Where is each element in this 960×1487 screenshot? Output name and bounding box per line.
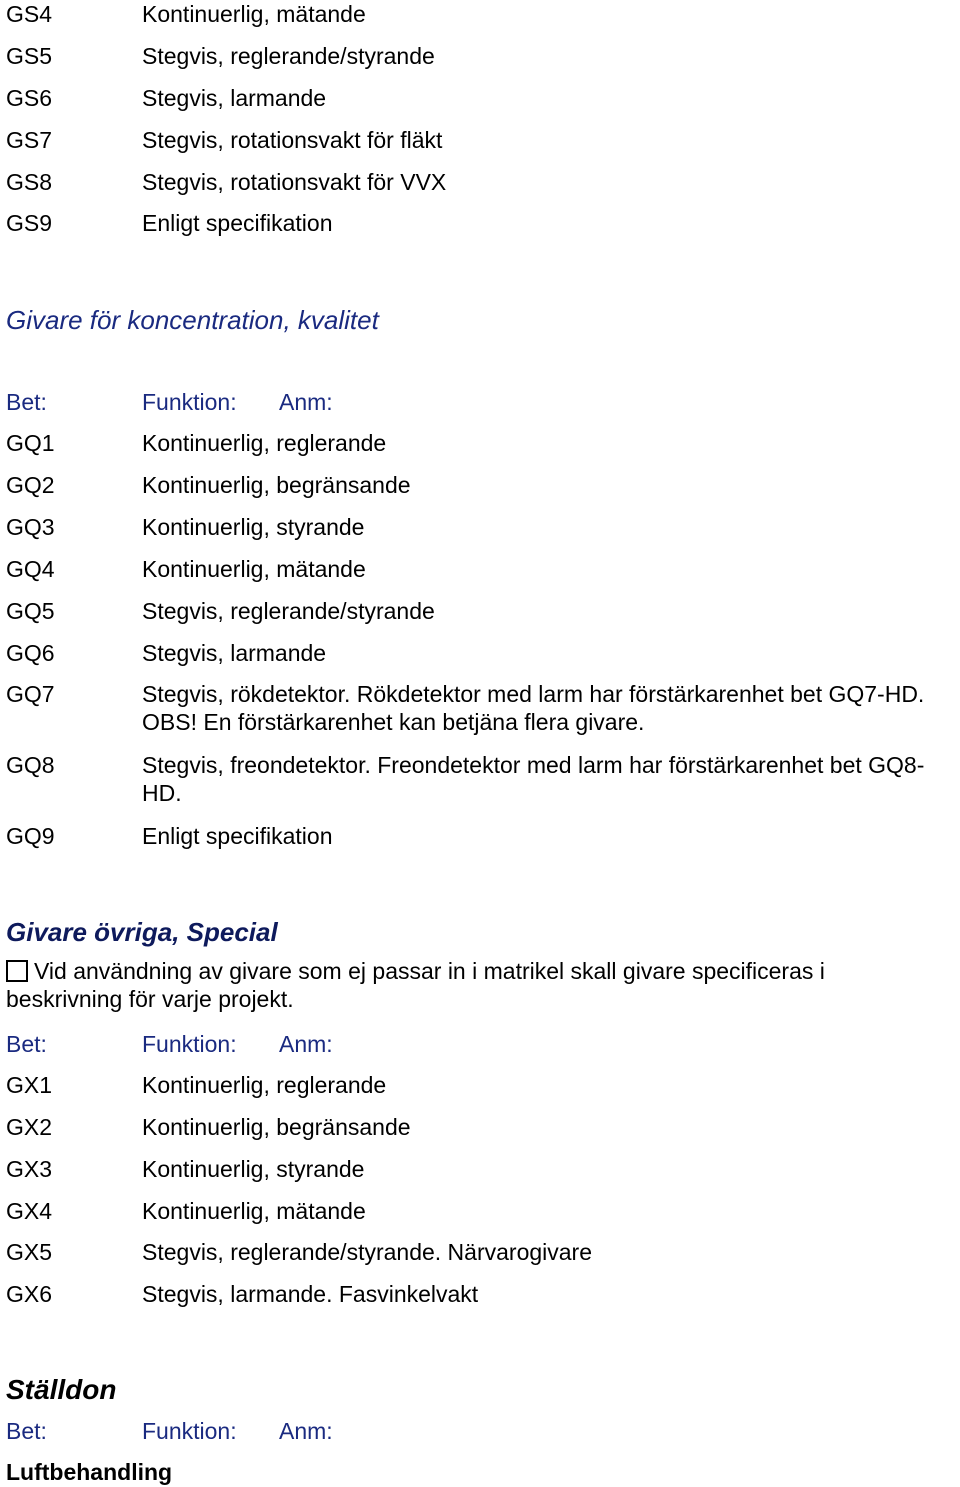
- bet-code: GX1: [6, 1072, 53, 1098]
- bet-code: GQ4: [6, 556, 55, 582]
- note-label: Vid användning av givare som ej passar in i matrikel skall givare specificeras i beskrivning för varje projekt.: [6, 958, 825, 1012]
- table-row: [6, 639, 960, 667]
- section-title-gx: Givare övriga, Special: [6, 917, 278, 947]
- bet-code: GQ7: [6, 681, 55, 707]
- table-row: [6, 555, 960, 583]
- table-row: [6, 0, 960, 28]
- table-row: [6, 1155, 960, 1183]
- column-header: [6, 1030, 960, 1058]
- table-row: [6, 471, 960, 499]
- bet-code: GQ8: [6, 752, 55, 778]
- table-row: [6, 42, 960, 70]
- table-row: [6, 822, 960, 850]
- function-text: Stegvis, freondetektor. Freondetektor med larm har förstärkarenhet bet GQ8-HD.: [142, 752, 925, 806]
- table-row: [6, 1071, 960, 1099]
- bet-code: GQ5: [6, 598, 55, 624]
- bet-code: GS9: [6, 210, 53, 236]
- bet-code: GS4: [6, 1, 53, 27]
- table-row: [6, 168, 960, 196]
- bet-code: GQ9: [6, 823, 55, 849]
- function-text: Kontinuerlig, begränsande: [142, 472, 411, 498]
- function-text: Enligt specifikation: [142, 823, 333, 849]
- table-row: [6, 1113, 960, 1141]
- function-text: Stegvis, rotationsvakt för VVX: [142, 169, 447, 195]
- function-text: Enligt specifikation: [142, 210, 333, 236]
- table-row: [6, 513, 960, 541]
- subheading-luftbehandling: Luftbehandling: [6, 1459, 173, 1485]
- bet-code: GX6: [6, 1281, 53, 1307]
- header-anm: Anm:: [279, 1418, 333, 1444]
- function-text: Stegvis, larmande: [142, 640, 327, 666]
- bet-code: GX5: [6, 1239, 53, 1265]
- function-text: Stegvis, reglerande/styrande: [142, 43, 435, 69]
- bet-code: GX3: [6, 1156, 53, 1182]
- checkbox[interactable]: [6, 960, 28, 982]
- bet-code: GS7: [6, 127, 53, 153]
- function-text: Kontinuerlig, styrande: [142, 1156, 365, 1182]
- table-row: [6, 126, 960, 154]
- function-text: Stegvis, larmande. Fasvinkelvakt: [142, 1281, 479, 1307]
- header-funktion: Funktion:: [142, 1418, 237, 1444]
- header-bet: Bet:: [6, 1031, 47, 1057]
- table-row: [6, 680, 960, 738]
- function-text: Stegvis, reglerande/styrande. Närvarogivare: [142, 1239, 593, 1265]
- function-text: Kontinuerlig, mätande: [142, 556, 366, 582]
- table-row: [6, 597, 960, 625]
- bet-code: GX4: [6, 1198, 53, 1224]
- function-text: Kontinuerlig, reglerande: [142, 430, 387, 456]
- header-bet: Bet:: [6, 1418, 47, 1444]
- note-text: [6, 957, 920, 1013]
- table-row: [6, 1238, 960, 1266]
- column-header: [6, 388, 960, 416]
- header-anm: Anm:: [279, 1031, 333, 1057]
- function-text: Stegvis, reglerande/styrande: [142, 598, 435, 624]
- table-row: [6, 209, 960, 237]
- table-row: [6, 1280, 960, 1308]
- table-row: [6, 1197, 960, 1225]
- table-row: [6, 751, 960, 809]
- header-funktion: Funktion:: [142, 1031, 237, 1057]
- bet-code: GQ1: [6, 430, 55, 456]
- bet-code: GQ2: [6, 472, 55, 498]
- header-anm: Anm:: [279, 389, 333, 415]
- bet-code: GX2: [6, 1114, 53, 1140]
- function-text: Kontinuerlig, styrande: [142, 514, 365, 540]
- function-text: Stegvis, rotationsvakt för fläkt: [142, 127, 443, 153]
- header-bet: Bet:: [6, 389, 47, 415]
- bet-code: GS5: [6, 43, 53, 69]
- bet-code: GQ6: [6, 640, 55, 666]
- function-text: Kontinuerlig, begränsande: [142, 1114, 411, 1140]
- table-row: [6, 84, 960, 112]
- section-title-stalldon: Ställdon: [6, 1374, 117, 1405]
- section-title-gq: Givare för koncentration, kvalitet: [6, 305, 379, 335]
- function-text: Stegvis, larmande: [142, 85, 327, 111]
- bet-code: GS8: [6, 169, 53, 195]
- table-row: [6, 429, 960, 457]
- function-text: Kontinuerlig, reglerande: [142, 1072, 387, 1098]
- bet-code: GS6: [6, 85, 53, 111]
- function-text: Stegvis, rökdetektor. Rökdetektor med larm har förstärkarenhet bet GQ7-HD. OBS! En förstärkarenhet kan betjäna flera givare.: [142, 681, 925, 735]
- header-funktion: Funktion:: [142, 389, 237, 415]
- column-header: [6, 1417, 960, 1445]
- function-text: Kontinuerlig, mätande: [142, 1, 366, 27]
- bet-code: GQ3: [6, 514, 55, 540]
- function-text: Kontinuerlig, mätande: [142, 1198, 366, 1224]
